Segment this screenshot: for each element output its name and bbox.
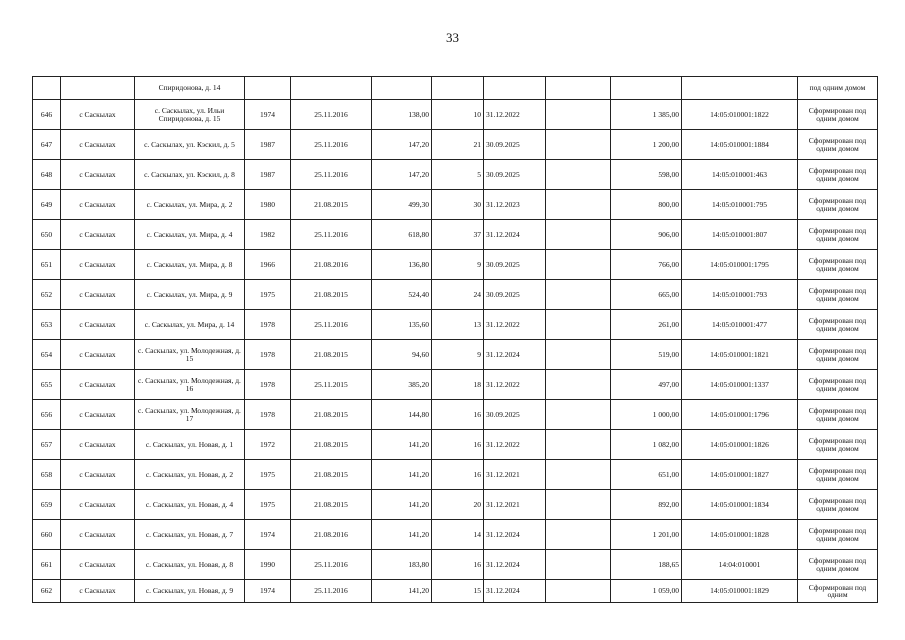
area-cell: 138,00 [372,100,432,130]
status-cell: Сформирован под одним домом [798,220,878,250]
year-cell: 1978 [245,370,291,400]
table-row [33,460,878,490]
empty-cell [546,160,611,190]
count-cell: 20 [432,490,484,520]
table-row [33,190,878,220]
empty-cell [546,280,611,310]
address-cell: с. Саскылах, ул. Мира, д. 8 [135,250,245,280]
count-cell: 16 [432,550,484,580]
date-cell: 21.08.2016 [291,250,372,280]
settlement-cell: с Саскылах [61,250,135,280]
table-row [33,250,878,280]
empty-cell [546,310,611,340]
area-cell: 94,60 [372,340,432,370]
status-cell: Сформирован под одним домом [798,370,878,400]
settlement-cell: с Саскылах [61,130,135,160]
deadline-cell: 31.12.2024 [484,340,546,370]
date-cell: 25.11.2016 [291,130,372,160]
cadastral-number-cell: 14:05:010001:1796 [682,400,798,430]
empty-cell [546,550,611,580]
address-cell: с. Саскылах, ул. Новая, д. 4 [135,490,245,520]
address-cell: с. Саскылах, ул. Мира, д. 9 [135,280,245,310]
row-number-cell: 658 [33,460,61,490]
settlement-cell: с Саскылах [61,580,135,603]
count-cell: 13 [432,310,484,340]
year-cell: 1966 [245,250,291,280]
deadline-cell: 31.12.2022 [484,100,546,130]
deadline-cell: 30.09.2025 [484,280,546,310]
count-cell: 10 [432,100,484,130]
sum-cell: 1 082,00 [611,430,682,460]
table-row [33,310,878,340]
settlement-cell: с Саскылах [61,190,135,220]
date-cell: 25.11.2016 [291,100,372,130]
date-cell: 21.08.2016 [291,520,372,550]
date-cell: 21.08.2015 [291,430,372,460]
row-number-cell: 655 [33,370,61,400]
row-number-cell: 659 [33,490,61,520]
sum-cell: 1 201,00 [611,520,682,550]
cadastral-number-cell: 14:05:010001:477 [682,310,798,340]
cadastral-number-cell: 14:05:010001:1337 [682,370,798,400]
row-number-cell: 650 [33,220,61,250]
empty-cell [546,490,611,520]
cadastral-number-cell: 14:05:010001:807 [682,220,798,250]
settlement-cell: с Саскылах [61,460,135,490]
settlement-cell: с Саскылах [61,370,135,400]
year-cell: 1978 [245,340,291,370]
row-number-cell: 647 [33,130,61,160]
cadastral-number-cell: 14:05:010001:795 [682,190,798,220]
year-cell: 1987 [245,130,291,160]
empty-cell [546,370,611,400]
row-number-cell: 656 [33,400,61,430]
sum-cell: 519,00 [611,340,682,370]
table-row [33,220,878,250]
status-cell: Сформирован под одним домом [798,490,878,520]
address-cell: с. Саскылах, ул. Молодежная, д. 15 [135,340,245,370]
table-row [33,340,878,370]
count-cell: 16 [432,460,484,490]
deadline-cell: 30.09.2025 [484,160,546,190]
row-number-cell: 661 [33,550,61,580]
count-cell: 9 [432,340,484,370]
deadline-cell: 31.12.2024 [484,580,546,603]
sum-cell: 892,00 [611,490,682,520]
row-number-cell: 648 [33,160,61,190]
date-cell: 25.11.2016 [291,160,372,190]
year-cell: 1974 [245,580,291,603]
area-cell: 141,20 [372,520,432,550]
count-cell: 24 [432,280,484,310]
table-row [33,130,878,160]
cadastral-number-cell: 14:05:010001:1828 [682,520,798,550]
cadastral-number-cell: 14:05:010001:1795 [682,250,798,280]
area-cell: 141,20 [372,580,432,603]
deadline-cell: 31.12.2023 [484,190,546,220]
table-row [33,400,878,430]
date-cell: 21.08.2015 [291,190,372,220]
area-cell: 618,80 [372,220,432,250]
status-cell: Сформирован под одним домом [798,100,878,130]
address-cell: с. Саскылах, ул. Кэскил, д. 8 [135,160,245,190]
count-cell: 18 [432,370,484,400]
sum-cell: 906,00 [611,220,682,250]
empty-cell [546,190,611,220]
empty-cell [546,460,611,490]
table-row [33,550,878,580]
address-cell: с. Саскылах, ул. Кэскил, д. 5 [135,130,245,160]
status-cell: Сформирован под одним домом [798,280,878,310]
area-cell: 499,30 [372,190,432,220]
year-cell: 1980 [245,190,291,220]
count-cell: 37 [432,220,484,250]
address-cell: с. Саскылах, ул. Новая, д. 8 [135,550,245,580]
settlement-cell: с Саскылах [61,400,135,430]
date-cell: 21.08.2015 [291,490,372,520]
sum-cell: 800,00 [611,190,682,220]
status-cell: Сформирован под одним домом [798,430,878,460]
cadastral-number-cell: 14:05:010001:793 [682,280,798,310]
empty-cell [546,220,611,250]
table-row [33,370,878,400]
cadastral-number-cell: 14:05:010001:1829 [682,580,798,603]
page-number: 33 [446,30,459,45]
sum-cell: 497,00 [611,370,682,400]
settlement-cell: с Саскылах [61,550,135,580]
date-cell: 25.11.2015 [291,370,372,400]
row-number-cell: 653 [33,310,61,340]
empty-cell [546,340,611,370]
area-cell: 136,80 [372,250,432,280]
area-cell: 183,80 [372,550,432,580]
year-cell: 1975 [245,460,291,490]
table-row [33,430,878,460]
sum-cell: 651,00 [611,460,682,490]
area-cell: 141,20 [372,490,432,520]
status-cell: Сформирован под одним домом [798,520,878,550]
settlement-cell: с Саскылах [61,100,135,130]
row-number-cell: 651 [33,250,61,280]
count-cell: 14 [432,520,484,550]
table-row [33,520,878,550]
settlement-cell: с Саскылах [61,520,135,550]
count-cell: 21 [432,130,484,160]
area-cell: 147,20 [372,130,432,160]
year-cell: 1975 [245,280,291,310]
settlement-cell: с Саскылах [61,490,135,520]
cadastral-number-cell: 14:05:010001:1827 [682,460,798,490]
settlement-cell: с Саскылах [61,160,135,190]
year-cell: 1978 [245,310,291,340]
date-cell: 25.11.2016 [291,220,372,250]
empty-cell [546,430,611,460]
date-cell: 21.08.2015 [291,460,372,490]
count-cell: 30 [432,190,484,220]
deadline-cell: 31.12.2022 [484,370,546,400]
count-cell: 15 [432,580,484,603]
row-number-cell: 654 [33,340,61,370]
address-cell: с. Саскылах, ул. Мира, д. 2 [135,190,245,220]
empty-cell [546,520,611,550]
status-cell: Сформирован под одним домом [798,400,878,430]
sum-cell: 598,00 [611,160,682,190]
cadastral-number-cell: 14:05:010001:1821 [682,340,798,370]
area-cell: 141,20 [372,460,432,490]
table-row [33,100,878,130]
deadline-cell: 31.12.2022 [484,310,546,340]
year-cell: 1974 [245,100,291,130]
table-row [33,490,878,520]
row-number-cell: 649 [33,190,61,220]
count-cell: 9 [432,250,484,280]
status-cell: Сформирован под одним домом [798,550,878,580]
cadastral-number-cell: 14:05:010001:463 [682,160,798,190]
address-cell: с. Саскылах, ул. Ильи Спиридонова, д. 15 [135,100,245,130]
status-cell: под одним домом [798,77,878,100]
date-cell: 25.11.2016 [291,550,372,580]
year-cell: 1987 [245,160,291,190]
address-cell: с. Саскылах, ул. Мира, д. 14 [135,310,245,340]
area-cell: 385,20 [372,370,432,400]
status-cell: Сформирован под одним домом [798,130,878,160]
status-cell: Сформирован под одним [798,580,878,603]
table-row [33,160,878,190]
status-cell: Сформирован под одним домом [798,340,878,370]
address-cell: с. Саскылах, ул. Новая, д. 2 [135,460,245,490]
sum-cell: 665,00 [611,280,682,310]
cadastral-number-cell: 14:05:010001:1822 [682,100,798,130]
status-cell: Сформирован под одним домом [798,460,878,490]
sum-cell: 1 385,00 [611,100,682,130]
area-cell: 147,20 [372,160,432,190]
deadline-cell: 30.09.2025 [484,250,546,280]
year-cell: 1975 [245,490,291,520]
count-cell: 16 [432,400,484,430]
deadline-cell: 31.12.2021 [484,490,546,520]
empty-cell [546,100,611,130]
year-cell: 1972 [245,430,291,460]
sum-cell: 1 200,00 [611,130,682,160]
row-number-cell: 660 [33,520,61,550]
deadline-cell: 31.12.2024 [484,520,546,550]
empty-cell [546,130,611,160]
status-cell: Сформирован под одним домом [798,190,878,220]
cadastral-number-cell: 14:05:010001:1826 [682,430,798,460]
row-number-cell: 652 [33,280,61,310]
area-cell: 524,40 [372,280,432,310]
table-row-continued [33,77,878,100]
sum-cell: 1 059,00 [611,580,682,603]
count-cell: 5 [432,160,484,190]
address-cell: с. Саскылах, ул. Молодежная, д. 16 [135,370,245,400]
sum-cell: 188,65 [611,550,682,580]
sum-cell: 766,00 [611,250,682,280]
row-number-cell: 646 [33,100,61,130]
deadline-cell: 30.09.2025 [484,400,546,430]
empty-cell [546,580,611,603]
housing-table [32,76,878,603]
address-cell: Спиридонова, д. 14 [135,77,245,100]
deadline-cell: 30.09.2025 [484,130,546,160]
count-cell: 16 [432,430,484,460]
settlement-cell: с Саскылах [61,220,135,250]
deadline-cell: 31.12.2024 [484,220,546,250]
status-cell: Сформирован под одним домом [798,310,878,340]
settlement-cell: с Саскылах [61,430,135,460]
year-cell: 1978 [245,400,291,430]
settlement-cell: с Саскылах [61,340,135,370]
cadastral-number-cell: 14:05:010001:1884 [682,130,798,160]
area-cell: 135,60 [372,310,432,340]
status-cell: Сформирован под одним домом [798,160,878,190]
deadline-cell: 31.12.2021 [484,460,546,490]
year-cell: 1982 [245,220,291,250]
empty-cell [546,250,611,280]
address-cell: с. Саскылах, ул. Молодежная, д. 17 [135,400,245,430]
address-cell: с. Саскылах, ул. Мира, д. 4 [135,220,245,250]
address-cell: с. Саскылах, ул. Новая, д. 1 [135,430,245,460]
cadastral-number-cell: 14:04:010001 [682,550,798,580]
status-cell: Сформирован под одним домом [798,250,878,280]
date-cell: 25.11.2016 [291,580,372,603]
date-cell: 25.11.2016 [291,310,372,340]
date-cell: 21.08.2015 [291,400,372,430]
deadline-cell: 31.12.2022 [484,430,546,460]
date-cell: 21.08.2015 [291,280,372,310]
area-cell: 141,20 [372,430,432,460]
address-cell: с. Саскылах, ул. Новая, д. 7 [135,520,245,550]
settlement-cell: с Саскылах [61,280,135,310]
empty-cell [546,400,611,430]
row-number-cell: 657 [33,430,61,460]
year-cell: 1990 [245,550,291,580]
cadastral-number-cell: 14:05:010001:1834 [682,490,798,520]
date-cell: 21.08.2015 [291,340,372,370]
table-row [33,280,878,310]
deadline-cell: 31.12.2024 [484,550,546,580]
year-cell: 1974 [245,520,291,550]
settlement-cell: с Саскылах [61,310,135,340]
sum-cell: 261,00 [611,310,682,340]
sum-cell: 1 000,00 [611,400,682,430]
row-number-cell: 662 [33,580,61,603]
area-cell: 144,80 [372,400,432,430]
address-cell: с. Саскылах, ул. Новая, д. 9 [135,580,245,603]
table-row [33,580,878,603]
